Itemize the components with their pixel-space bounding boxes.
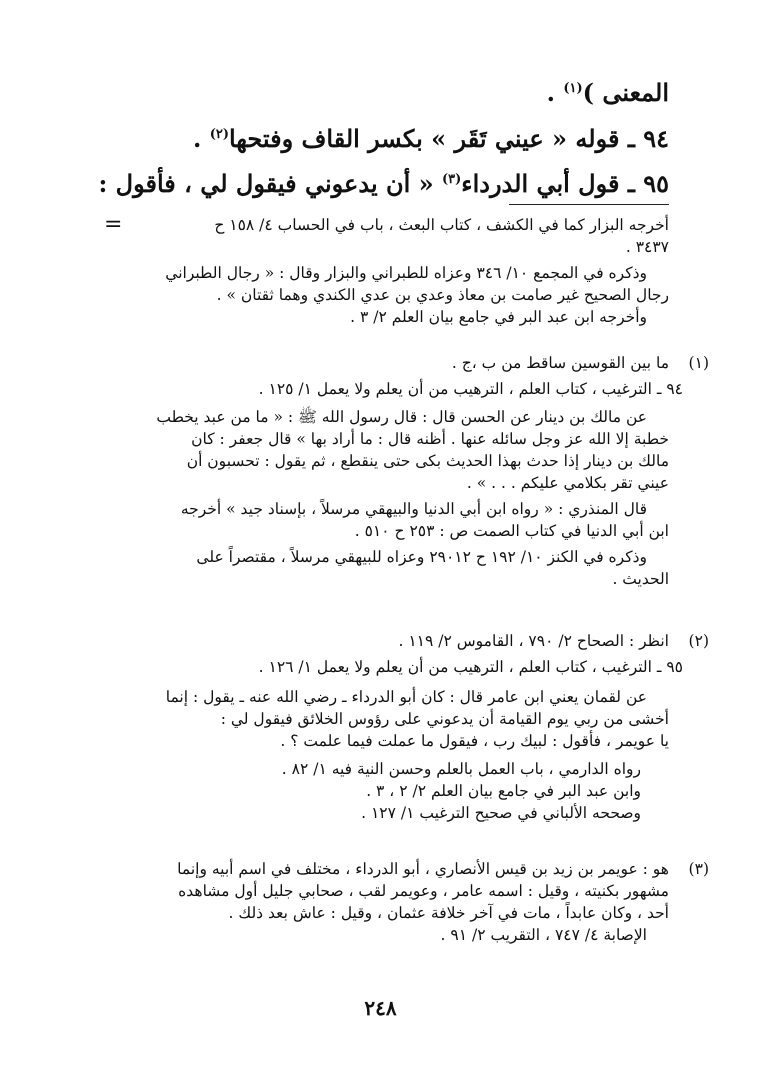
- footnote-94-body: [84, 406, 669, 590]
- main-text: ٩٥ ـ قول أبي الدرداء: [461, 169, 669, 198]
- main-text-end: .: [192, 124, 210, 153]
- footnote-line: وذكره في المجمع ١٠/ ٣٤٦ وعزاه للطبراني والبزار وقال : « رجال الطبراني: [165, 264, 647, 282]
- footnote-line: أخرجه البزار كما في الكشف ، كتاب البعث ، باب في الحساب ٤/ ١٥٨ ح: [214, 216, 669, 234]
- main-line-2: [120, 118, 669, 156]
- footnote-divider: [509, 204, 669, 205]
- footnote-line: أحد ، وكان عابداً ، مات في آخر خلافة عثمان ، وقيل : عاش بعد ذلك .: [228, 904, 669, 922]
- footnote-ref-3: (٣): [442, 172, 462, 187]
- footnote-ref-2: (٢): [209, 127, 229, 142]
- footnote-marker: (١): [688, 354, 709, 372]
- footnote-line: ما بين القوسين ساقط من ب ،ج .: [451, 354, 669, 372]
- main-text: ٩٤ ـ قوله « عيني تَقَر » بكسر القاف وفتحها: [228, 124, 669, 153]
- continuation-mark: =: [104, 212, 123, 237]
- footnote-line: وصححه الألباني في صحيح الترغيب ١/ ١٢٧ .: [361, 804, 641, 822]
- footnote-heading: ٩٥ ـ الترغيب ، كتاب العلم ، الترهيب من أن يعلم ولا يعمل ١/ ١٢٦ .: [258, 658, 683, 676]
- footnote-line: مشهور بكنيته ، وقيل : اسمه عامر ، وعويمر لقب ، صحابي جليل أول مشاهده: [178, 882, 669, 900]
- footnote-line: وابن عبد البر في جامع بيان العلم ٢/ ٢ ، ٣ .: [366, 782, 641, 800]
- footnote-line: يا عويمر ، فأقول : لبيك رب ، فيقول ما عملت فيما علمت ؟ .: [280, 732, 669, 750]
- footnote-line: عيني تقر بكلامي عليكم . . . » .: [466, 474, 669, 492]
- footnote-line: ابن أبي الدنيا في كتاب الصمت ص : ٢٥٣ ح ٥١٠ .: [354, 522, 669, 540]
- footnote-95: [84, 656, 683, 678]
- footnote-line: انظر : الصحاح ٢/ ٧٩٠ ، القاموس ٢/ ١١٩ .: [398, 632, 669, 650]
- main-text-end: .: [546, 78, 564, 107]
- footnote-heading: ٩٤ ـ الترغيب ، كتاب العلم ، الترهيب من أن يعلم ولا يعمل ١/ ١٢٥ .: [258, 380, 683, 398]
- footnote-continued: [84, 214, 669, 328]
- footnote-line: أخشى من ربي يوم القيامة أن يدعوني على رؤوس الخلائق فيقول لي :: [220, 710, 669, 728]
- footnote-line: الإصابة ٤/ ٧٤٧ ، التقريب ٢/ ٩١ .: [440, 926, 647, 944]
- footnote-line: وأخرجه ابن عبد البر في جامع بيان العلم ٢/ ٣ .: [350, 308, 647, 326]
- footnote-line: هو : عويمر بن زيد بن قيس الأنصاري ، أبو الدرداء ، مختلف في اسم أبيه وإنما: [177, 860, 669, 878]
- footnote-line: الحديث .: [612, 570, 669, 588]
- footnote-94: [84, 378, 683, 400]
- footnote-line: رواه الدارمي ، باب العمل بالعلم وحسن النية فيه ١/ ٨٢ .: [281, 760, 641, 778]
- main-text: « أن يدعوني فيقول لي ، فأقول :: [98, 169, 442, 198]
- footnote-ref-1: (١): [563, 81, 583, 96]
- footnote-2: [84, 630, 709, 652]
- footnote-line: مالك بن دينار إذا حدث بهذا الحديث بكى حتى ينقطع ، ثم يقول : تحسبون أن: [186, 452, 669, 470]
- footnote-line: عن لقمان يعني ابن عامر قال : كان أبو الدرداء ـ رضي الله عنه ـ يقول : إنما: [165, 688, 647, 706]
- footnote-line: ٣٤٣٧ .: [625, 238, 669, 256]
- footnote-line: قال المنذري : « رواه ابن أبي الدنيا والبيهقي مرسلاً ، بإسناد جيد » أخرجه: [180, 500, 647, 518]
- footnote-3: [84, 858, 709, 946]
- footnote-line: عن مالك بن دينار عن الحسن قال : قال رسول الله ﷺ : « ما من عبد يخطب: [156, 408, 647, 426]
- footnote-marker: (٢): [688, 632, 709, 650]
- main-line-1: [520, 72, 669, 110]
- footnote-line: رجال الصحيح غير صامت بن معاذ وعدي بن عدي الكندي وهما ثقتان » .: [216, 286, 669, 304]
- footnote-line: خطبة إلا الله عز وجل سائله عنها . أظنه قال : ما أراد بها » قال جعفر : كان: [191, 430, 669, 448]
- footnote-line: وذكره في الكنز ١٠/ ١٩٢ ح ٢٩٠١٢ وعزاه للبيهقي مرسلاً ، مقتصراً على: [196, 548, 647, 566]
- main-line-3: [98, 163, 669, 201]
- footnote-95-body: [84, 686, 669, 824]
- page-number: ٢٤٨: [364, 996, 397, 1020]
- footnote-marker: (٣): [688, 860, 709, 878]
- footnote-1: [84, 352, 709, 374]
- main-text: المعنى ): [582, 78, 669, 107]
